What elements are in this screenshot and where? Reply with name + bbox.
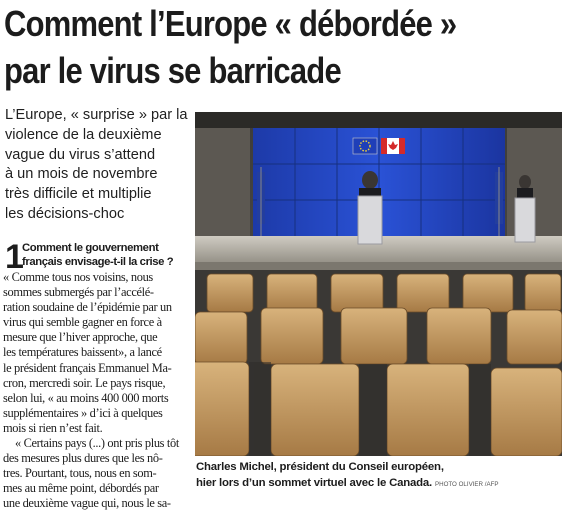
body-line: le président français Emmanuel Ma- bbox=[3, 360, 172, 375]
headline-line-2: par le virus se barricade bbox=[4, 50, 341, 91]
news-photo bbox=[195, 112, 562, 456]
headline bbox=[4, 0, 484, 94]
lede bbox=[5, 106, 195, 225]
body-line: « Comme tous nos voisins, nous bbox=[3, 270, 153, 284]
body-line: mes au même point, débordés par bbox=[3, 481, 159, 496]
body-line: mois si rien n’est fait. bbox=[3, 420, 103, 435]
photo-caption bbox=[196, 460, 562, 492]
caption-text: hier lors d’un sommet virtuel avec le Canada. bbox=[196, 476, 432, 489]
caption-line bbox=[196, 476, 562, 493]
lede-line: L’Europe, « surprise » par la bbox=[5, 107, 188, 123]
lede-line: violence de la deuxième bbox=[5, 126, 162, 143]
body-line: les températures baissent», a lancé bbox=[3, 345, 162, 360]
body-line: tres. Pourtant, tous, nous en som- bbox=[3, 466, 157, 481]
body-line: une deuxième vague qui, nous le sa- bbox=[3, 496, 171, 511]
body-line: virus qui semble gagner en force à bbox=[3, 315, 162, 330]
question-line: français envisage-t-il la crise ? bbox=[22, 255, 174, 268]
canada-flag-icon bbox=[381, 138, 405, 154]
eu-flag-icon bbox=[353, 138, 377, 154]
body-line: ration soudaine de l’épidémie par un bbox=[3, 300, 172, 315]
lede-line: les décisions-choc bbox=[5, 205, 125, 222]
question-line: Comment le gouvernement bbox=[22, 242, 159, 254]
lede-line: très difficile et multiplie bbox=[5, 186, 152, 203]
body-line: « Certains pays (...) ont pris plus tôt bbox=[15, 436, 179, 451]
body-text bbox=[3, 270, 193, 512]
body-line: supplémentaires » d’ici à quelques bbox=[3, 405, 163, 420]
body-line: des mesures plus dures que les nô- bbox=[3, 451, 163, 466]
caption-line: Charles Michel, président du Conseil européen, bbox=[196, 461, 444, 473]
photo-credit: PHOTO OLIVIER /AFP bbox=[434, 480, 499, 488]
body-line: mesure que l’hiver approche, que bbox=[3, 330, 158, 345]
question-heading bbox=[22, 242, 192, 269]
lede-line: à un mois de novembre bbox=[5, 166, 158, 183]
lede-line: vague du virus s’attend bbox=[5, 146, 156, 163]
headline-line-1: Comment l’Europe « débordée » bbox=[4, 3, 457, 44]
body-line: cron, mercredi soir. Le pays risque, bbox=[3, 375, 166, 390]
conference-room-illustration bbox=[195, 112, 562, 456]
body-line: sommes submergés par l’accélé- bbox=[3, 285, 154, 300]
body-line: selon lui, « au moins 400 000 morts bbox=[3, 390, 169, 405]
question-number: 1 bbox=[5, 238, 24, 276]
